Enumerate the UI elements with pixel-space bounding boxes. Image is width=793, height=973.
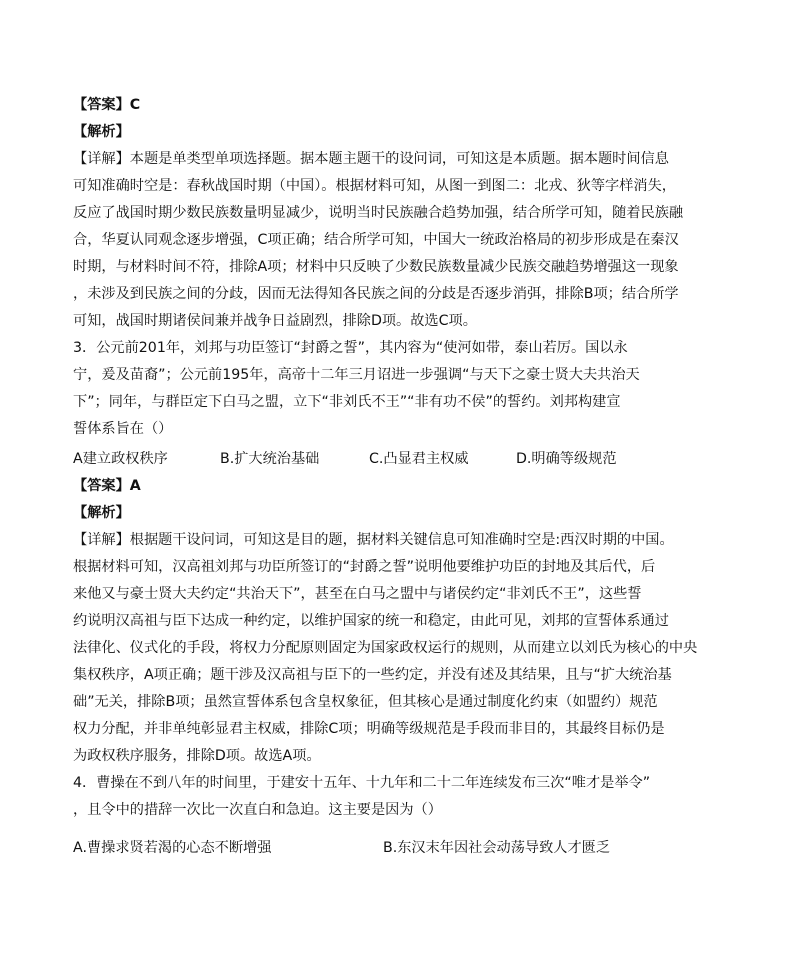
detail-line: 时期，与材料时间不符，排除A项；材料中只反映了少数民族数量减少民族交融趋势增强这一现象 [73, 259, 679, 275]
detail-line: 可知准确时空是：春秋战国时期（中国）。根据材料可知，从图一到图二：北戎、狄等字样消失， [73, 178, 676, 194]
detail-line: ，未涉及到民族之间的分歧，因而无法得知各民族之间的分歧是否逐步消弭，排除B项；结合所学 [73, 286, 679, 302]
option-b: B.东汉末年因社会动荡导致人才匮乏 [383, 840, 611, 856]
option-b: B.扩大统治基础 [220, 451, 320, 467]
detail-line: 反应了战国时期少数民族数量明显减少，说明当时民族融合趋势加强，结合所学可知，随着民族融 [73, 205, 684, 221]
question-stem-line: 3．公元前201年，刘邦与功臣签订“封爵之誓”，其内容为“使河如带，泰山若厉。国以永 [73, 340, 628, 356]
question-stem-line: 下”；同年，与群臣定下白马之盟，立下“非刘氏不王”“非有功不侯”的誓约。刘邦构建宣 [73, 394, 621, 410]
detail-line: 权力分配，并非单纯彰显君主权威，排除C项；明确等级规范是手段而非目的，其最终目标仍是 [73, 721, 665, 737]
detail-line: 约说明汉高祖与臣下达成一种约定，以维护国家的统一和稳定，由此可见，刘邦的宣誓体系通过 [73, 613, 669, 629]
question-stem-line: 宁，爰及苗裔”；公元前195年，高帝十二年三月诏进一步强调“与天下之豪士贤大夫共治天 [73, 367, 640, 383]
option-c: C.凸显君主权威 [369, 451, 469, 467]
detail-line: 集权秩序，A项正确；题干涉及汉高祖与臣下的一些约定，并没有述及其结果，且与“扩大统治基 [73, 667, 672, 683]
detail-line: 法律化、仪式化的手段，将权力分配原则固定为国家政权运行的规则，从而建立以刘氏为核心的中央 [73, 640, 698, 656]
question-stem-line: 誓体系旨在（） [73, 421, 173, 437]
option-a: A.曹操求贤若渴的心态不断增强 [73, 840, 272, 856]
answer-line: 【答案】C [73, 97, 141, 113]
detail-line: 【详解】根据题干设问词，可知这是目的题，据材料关键信息可知准确时空是:西汉时期的中国。 [73, 532, 674, 548]
question-stem-line: ，且令中的措辞一次比一次直白和急迫。这主要是因为（） [73, 802, 442, 818]
detail-line: 来他又与豪士贤大夫约定“共治天下”，甚至在白马之盟中与诸侯约定“非刘氏不王”，这些誓 [73, 586, 642, 602]
analysis-label: 【解析】 [73, 505, 130, 521]
option-d: D.明确等级规范 [516, 451, 617, 467]
detail-line: 为政权秩序服务，排除D项。故选A项。 [73, 748, 321, 764]
analysis-label: 【解析】 [73, 124, 130, 140]
detail-line: 根据材料可知，汉高祖刘邦与功臣所签订的“封爵之誓”说明他要维护功臣的封地及其后代，后 [73, 559, 656, 575]
detail-line: 可知，战国时期诸侯间兼并战争日益剧烈，排除D项。故选C项。 [73, 313, 477, 329]
detail-line: 础”无关，排除B项；虽然宣誓体系包含皇权象征，但其核心是通过制度化约束（如盟约）规范 [73, 694, 658, 710]
detail-line: 合，华夏认同观念逐步增强，C项正确；结合所学可知，中国大一统政治格局的初步形成是在秦汉 [73, 232, 679, 248]
answer-line: 【答案】A [73, 478, 141, 494]
detail-line: 【详解】本题是单类型单项选择题。据本题主题干的设问词，可知这是本质题。据本题时间信息 [73, 151, 669, 167]
question-stem-line: 4．曹操在不到八年的时间里，于建安十五年、十九年和二十二年连续发布三次“唯才是举令” [73, 775, 651, 791]
option-a: A建立政权秩序 [73, 451, 168, 467]
